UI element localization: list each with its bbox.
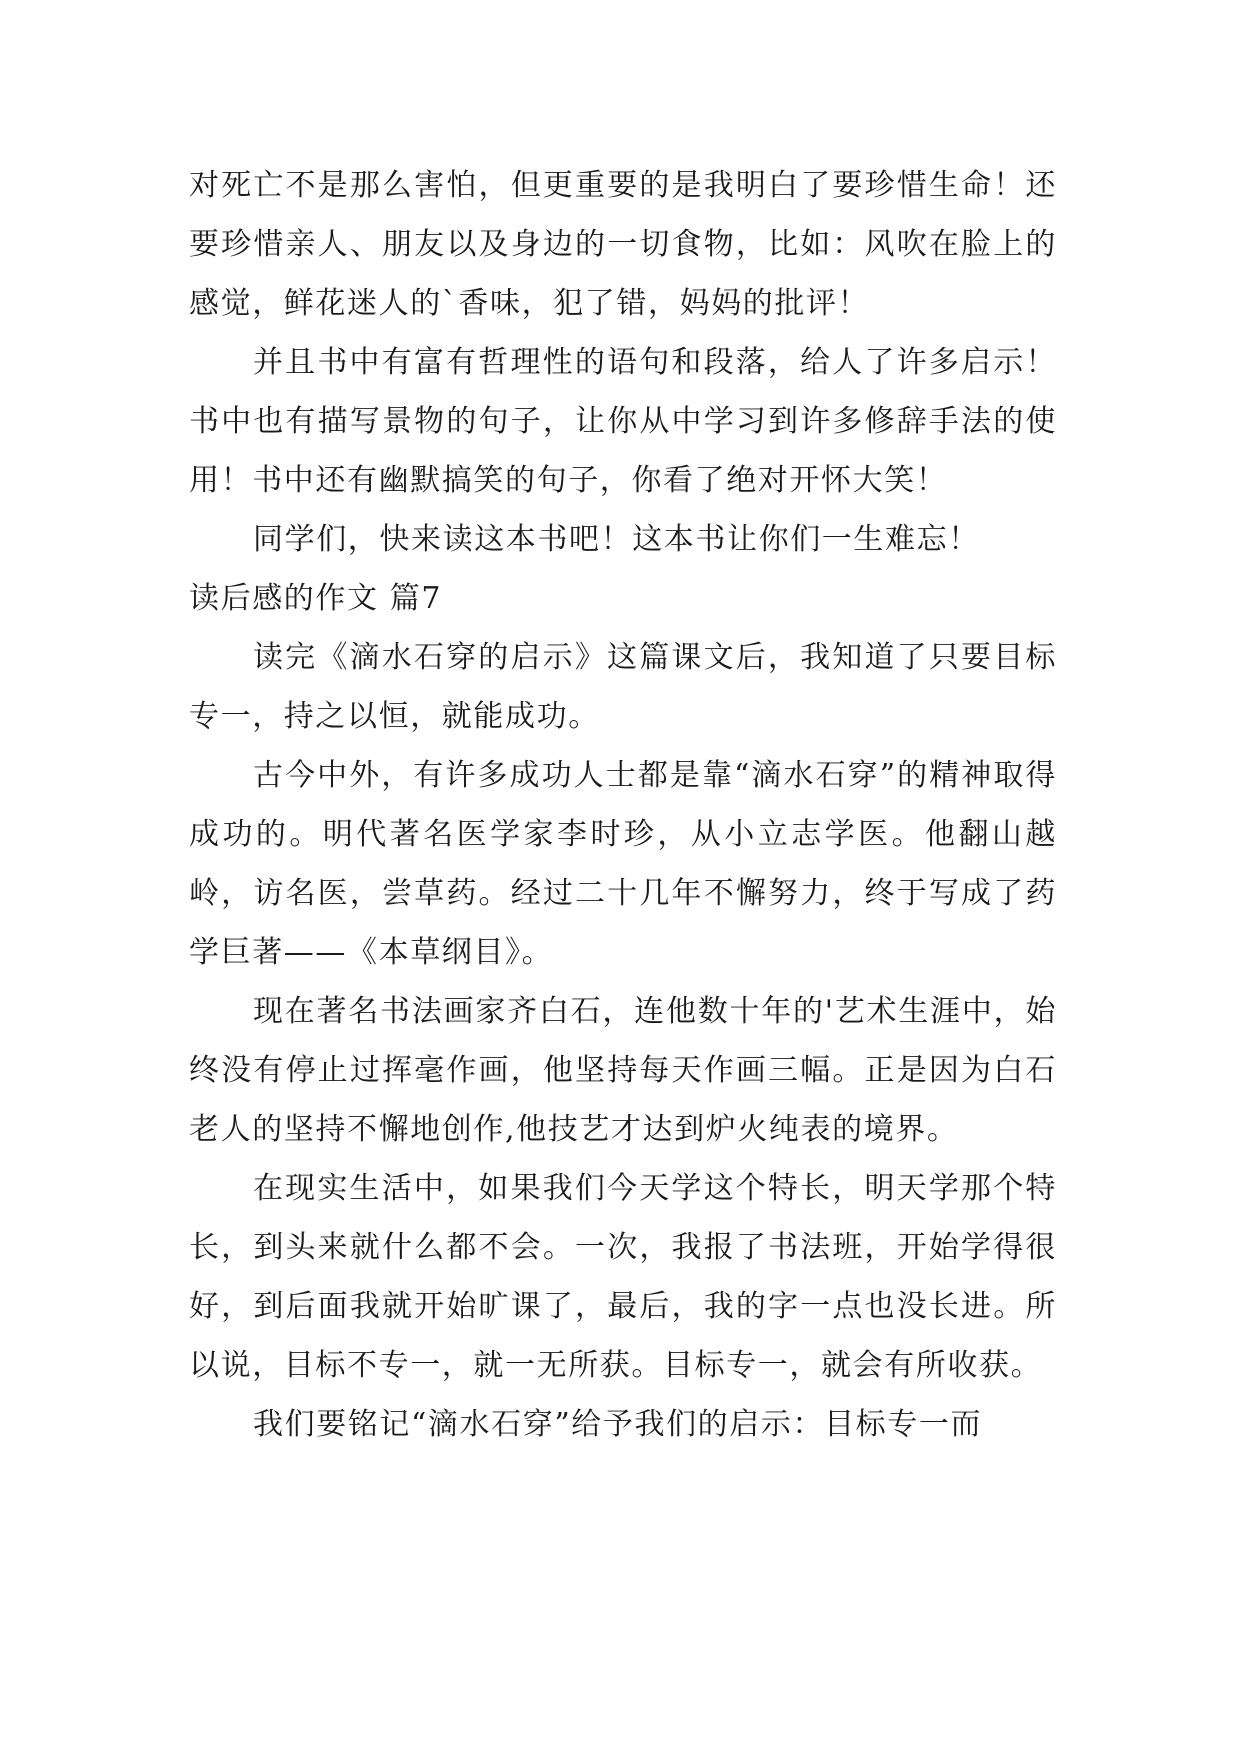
paragraph: 并且书中有富有哲理性的语句和段落，给人了许多启示！书中也有描写景物的句子，让你从中学习到许多修辞手法的使用！书中还有幽默搞笑的句子，你看了绝对开怀大笑！ (189, 345, 1057, 498)
paragraph-continuation: 对死亡不是那么害怕，但更重要的是我明白了要珍惜生命！还要珍惜亲人、朋友以及身边的一切食物，比如：风吹在脸上的感觉，鲜花迷人的`香味，犯了错，妈妈的批评！ (189, 168, 1057, 321)
paragraph: 读完《滴水石穿的启示》这篇课文后，我知道了只要目标专一，持之以恒，就能成功。 (189, 640, 1057, 734)
paragraph: 现在著名书法画家齐白石，连他数十年的'艺术生涯中，始终没有停止过挥毫作画，他坚持每天作画三幅。正是因为白石老人的坚持不懈地创作,他技艺才达到炉火纯表的境界。 (189, 994, 1057, 1147)
paragraph: 在现实生活中，如果我们今天学这个特长，明天学那个特长，到头来就什么都不会。一次，我报了书法班，开始学得很好，到后面我就开始旷课了，最后，我的字一点也没长进。所以说，目标不专一，就一无所获。目标专一，就会有所收获。 (189, 1171, 1057, 1383)
document-body (189, 156, 1057, 1454)
paragraph: 我们要铭记“滴水石穿”给予我们的启示：目标专一而 (253, 1407, 983, 1442)
section-heading: 读后感的作文 篇7 (189, 581, 443, 616)
paragraph: 古今中外，有许多成功人士都是靠“滴水石穿”的精神取得成功的。明代著名医学家李时珍，从小立志学医。他翻山越岭，访名医，尝草药。经过二十几年不懈努力，终于写成了药学巨著——《本草纲目》。 (189, 758, 1057, 970)
paragraph: 同学们，快来读这本书吧！这本书让你们一生难忘！ (253, 522, 980, 557)
